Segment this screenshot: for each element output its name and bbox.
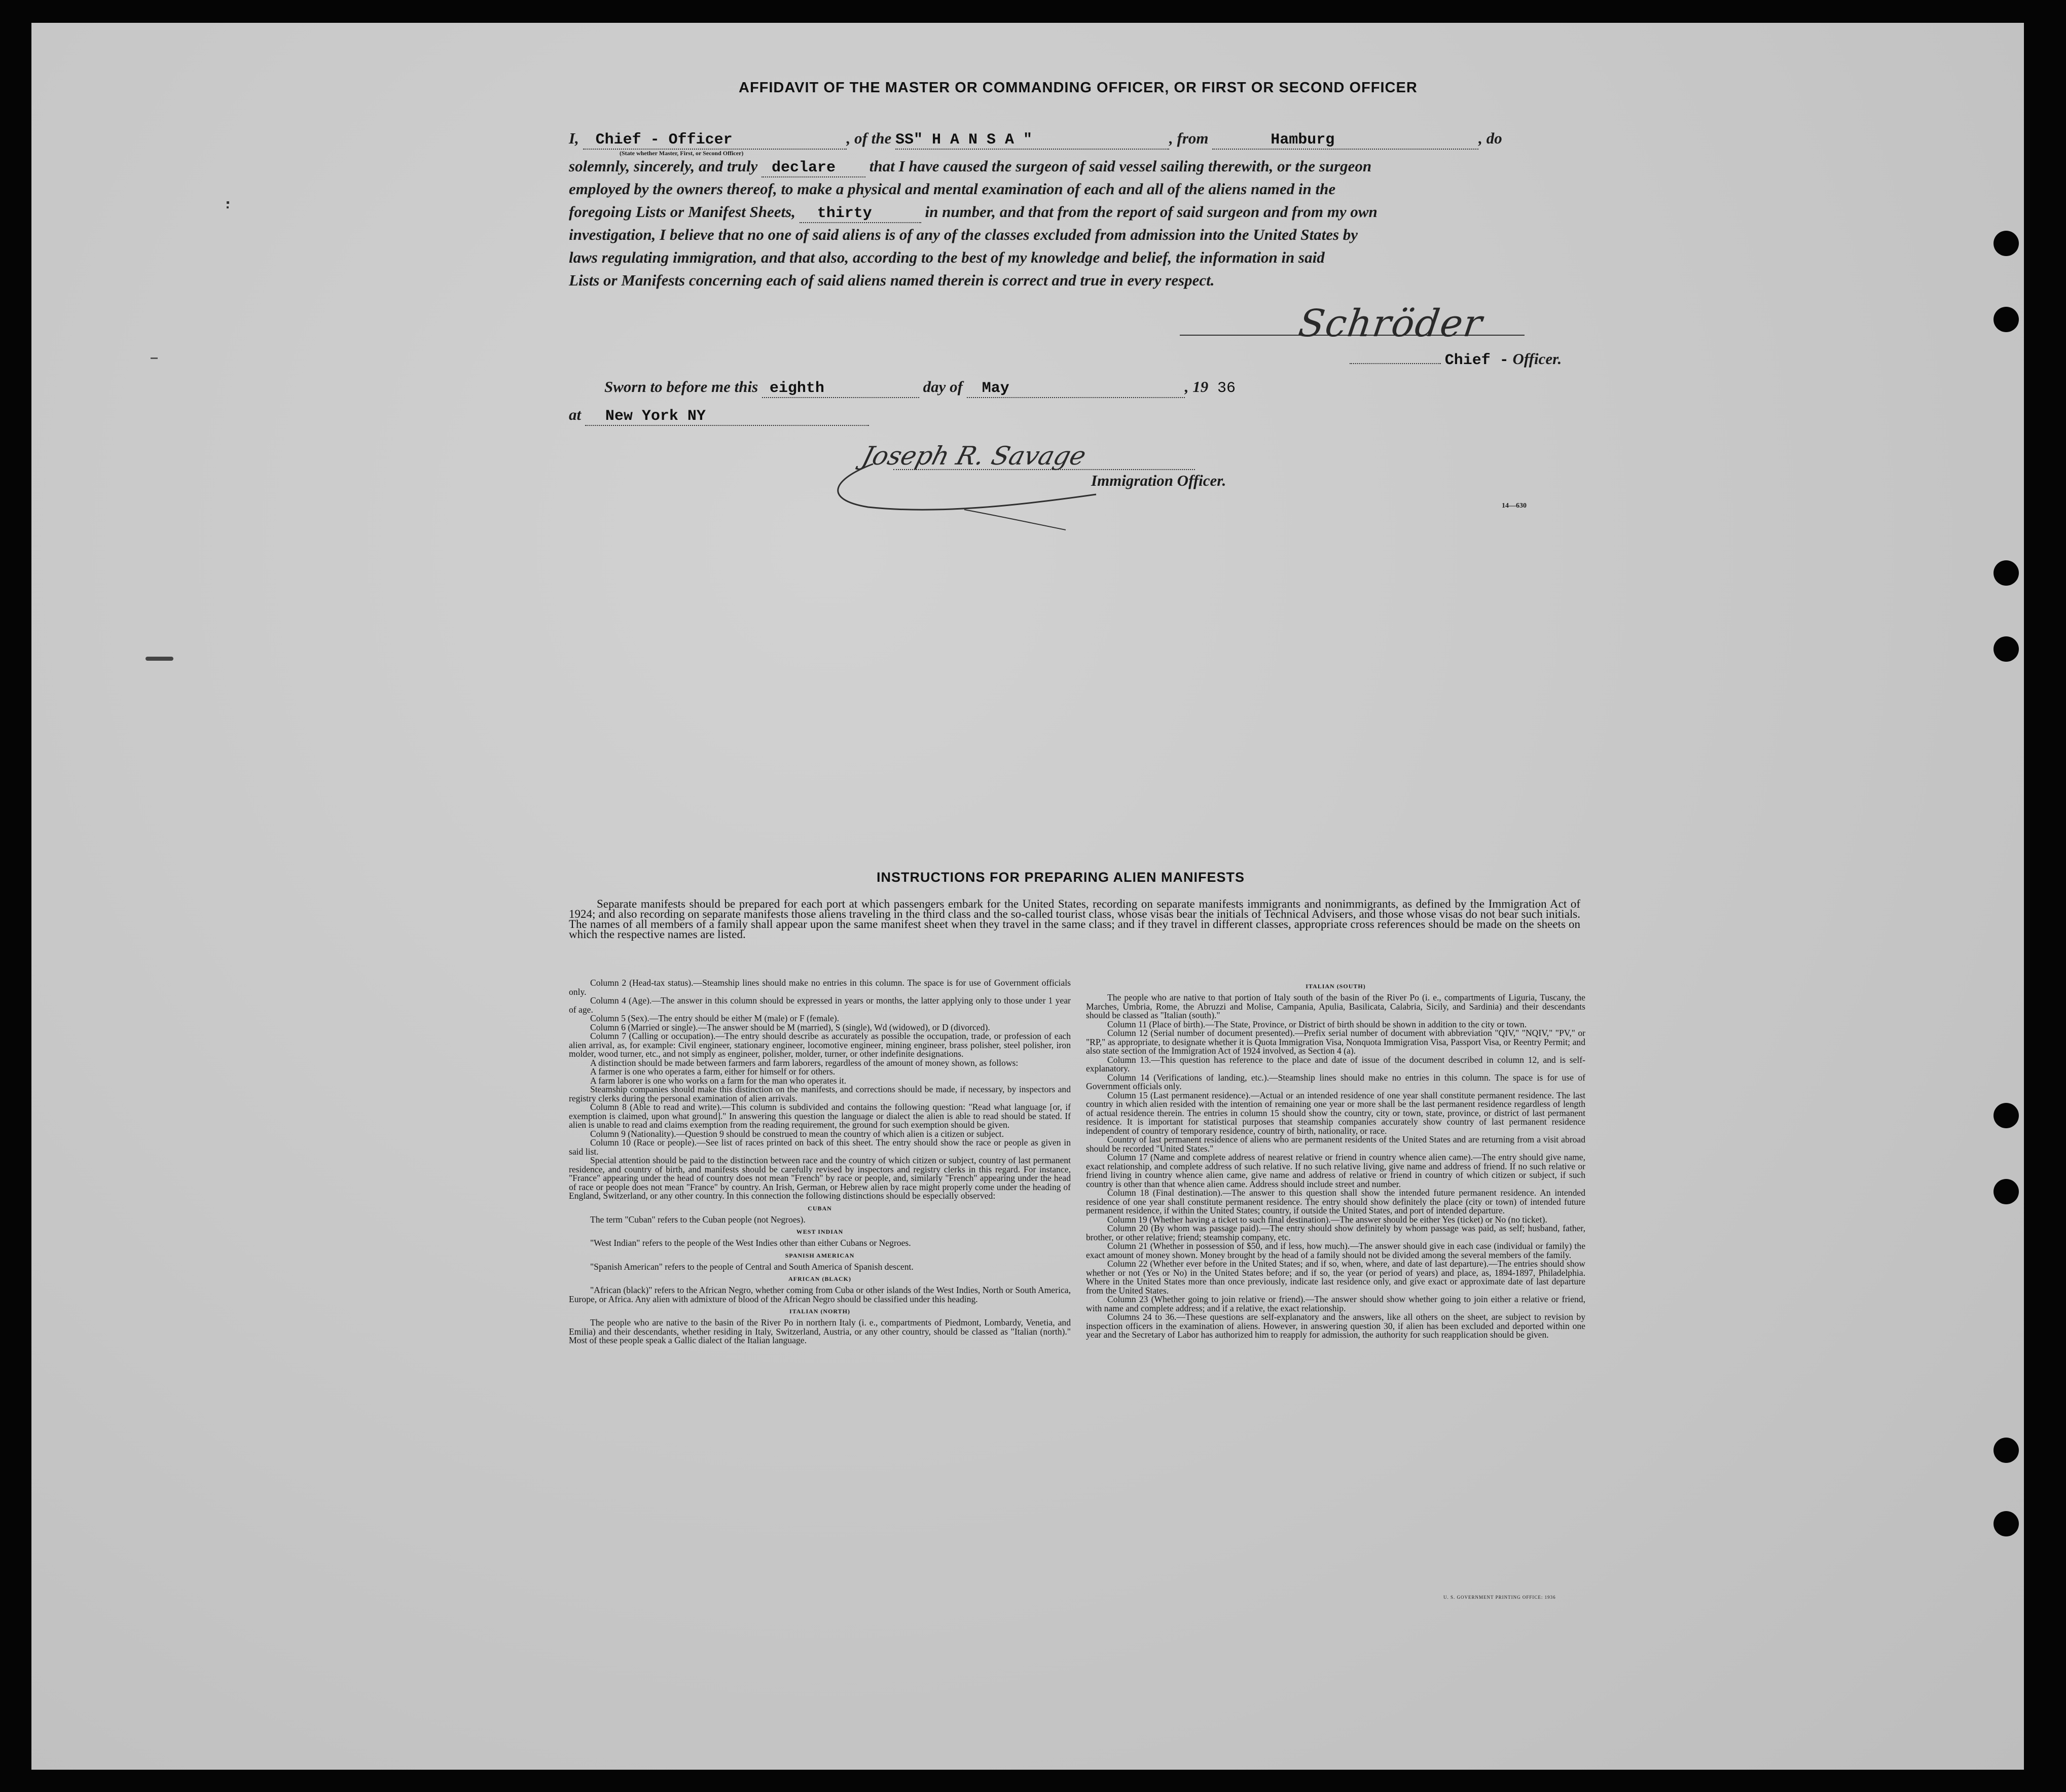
binder-hole [1993, 636, 2019, 662]
officer-rank-field [583, 129, 847, 150]
instruction-paragraph: The people who are native to that portion of Italy south of the basin of the River Po (i. e., compartments of Liguria, Tuscany, the Marches, Umbria, Rome, the Abruzzi and Molise, Campania, Apulia, Basilicata, Calabria, Sicily, and Sardinia) and their descendants should be classed as "Italian (south)." [1086, 992, 1585, 1020]
instruction-paragraph: Country of last permanent residence of aliens who are permanent residents of the United States and are returning from a visit abroad should be recorded "United States." [1086, 1134, 1585, 1154]
instructions-right-column [1086, 979, 1585, 1340]
instruction-paragraph: Column 22 (Whether ever before in the United States; and if so, when, where, and date of last departure).—The entries should show whether or not (Yes or No) in the United States before; and if so, the year (or period of years) and place, as, 1894-1897, Philadelphia. Where in the United States more than once previously, indicate last residence only, and give exact or approximate date of last departure from the United States. [1086, 1259, 1585, 1296]
document-page [31, 23, 2024, 1770]
scan-speck [227, 201, 229, 204]
line2-post: that I have caused the surgeon of said vessel sailing therewith, or the surgeon [869, 157, 1372, 175]
instruction-paragraph: Column 11 (Place of birth).—The State, Province, or District of birth should be shown in addition to the city or town. [1107, 1019, 1527, 1029]
declare-field [762, 157, 865, 177]
officer-rank: Chief - Officer [595, 131, 733, 149]
instructions-intro-block [569, 899, 1580, 940]
binder-hole [1993, 1438, 2019, 1463]
sheet-count-field [800, 203, 921, 223]
instructions-left-column [569, 979, 1071, 1345]
at-line [569, 406, 869, 426]
instruction-paragraph: Steamship companies should make this distinction on the manifests, and corrections should be made, if necessary, by inspectors and registry clerks during the personal examination of alien arrivals. [569, 1084, 1071, 1103]
printer-note: U. S. GOVERNMENT PRINTING OFFICE: 1936 [1443, 1595, 1556, 1600]
section-heading: WEST INDIAN [796, 1228, 844, 1235]
affidavit-title: AFFIDAVIT OF THE MASTER OR COMMANDING OFFICER, OR FIRST OR SECOND OFFICER [739, 80, 1418, 96]
binder-hole [1993, 1511, 2019, 1536]
departure-port: Hamburg [1271, 131, 1335, 149]
instruction-paragraph: Column 14 (Verifications of landing, etc.).—Steamship lines should make no entries in this column. The space is for use of Government officials only. [1086, 1072, 1585, 1091]
sworn-day-field [762, 378, 919, 398]
instruction-paragraph: "West Indian" refers to the people of the West Indies other than either Cubans or Negroes. [590, 1238, 911, 1248]
instruction-paragraph: Column 15 (Last permanent residence).—Actual or an intended residence of one year shall constitute permanent residence. The last country in which alien resided with the intention of remaining one year or more shall be the last permanent residence regardless of length of actual residence therein. The entries in column 15 should show the country, city or town, state, province, or district of last permanent residence. It is important for statistical purposes that steamship companies accurately show country of last permanent residence independent of country of temporary residence, country of birth, nationality, or race. [1086, 1090, 1585, 1136]
binder-hole [1993, 1179, 2019, 1204]
instruction-paragraph: Column 4 (Age).—The answer in this column should be expressed in years or months, the latter applying only to those under 1 year of age. [569, 995, 1071, 1015]
instructions-title: INSTRUCTIONS FOR PREPARING ALIEN MANIFESTS [876, 870, 1245, 885]
sworn-month-field [967, 378, 1185, 398]
immigration-officer-title: Immigration Officer. [1091, 472, 1226, 489]
section-heading: ITALIAN (SOUTH) [1306, 983, 1366, 990]
instruction-paragraph: Column 8 (Able to read and write).—This column is subdivided and contains the following question: "Read what language [or, if exemption is claimed, upon what ground]." In answering this question the language or dialect the alien is able to read should be stated. If alien is unable to read and claims exemption from the reading requirement, the ground for such exemption should be given. [569, 1102, 1071, 1130]
signature-title [1350, 350, 1562, 369]
binder-hole [1993, 1103, 2019, 1128]
vessel-name: SS" H A N S A " [895, 131, 1033, 149]
instruction-paragraph: Column 9 (Nationality).—Question 9 should be construed to mean the country of which alien is a citizen or subject. [590, 1128, 1004, 1139]
at-pre: at [569, 406, 582, 423]
declare-word: declare [772, 159, 836, 176]
place: New York NY [605, 408, 706, 425]
instruction-paragraph: Column 5 (Sex).—The entry should be either M (male) or F (female). [590, 1013, 840, 1023]
instructions-intro: Separate manifests should be prepared for each port at which passengers embark for the United States, recording on separate manifests immigrants and nonimmigrants, as defined by the Immigration Act of 1924; and also recording on separate manifests those aliens traveling in the third class and the so-called tourist class, whose visas bear the initials of Technical Advisers, and those whose visas do not bear such initials. The names of all members of a family shall appear upon the same manifest sheet when they travel in the same class; and if they travel in different classes, appropriate cross references should be made on the sheets on which the respective names are listed. [569, 898, 1580, 941]
instruction-paragraph: "Spanish American" refers to the people of Central and South America of Spanish descent. [590, 1261, 914, 1272]
immigration-signature-line [893, 469, 1195, 470]
sworn-year: 36 [1217, 380, 1236, 397]
section-heading: AFRICAN (BLACK) [788, 1275, 851, 1282]
sworn-day: eighth [769, 380, 824, 397]
instruction-paragraph: Column 7 (Calling or occupation).—The entry should describe as accurately as possible the occupation, trade, or profession of each alien arrival, as, for example: Civil engineer, stationary engineer, locomotive engineer, mining engineer, brass polisher, steel polisher, iron molder, wood turner, etc., and not simply as engineer, polisher, molder, turner, or other indefinite designations. [569, 1031, 1071, 1059]
instruction-paragraph: Columns 24 to 36.—These questions are self-explanatory and the answers, like all others on the sheet, are subject to revision by inspection officers in the examination of aliens. However, in answering question 30, if alien has been excluded and deported within one year and the Secretary of Labor has authorized him to reapply for admission, the authority for such reapplication should be given. [1086, 1312, 1585, 1340]
sworn-month: May [982, 380, 1009, 397]
scan-speck [146, 657, 173, 661]
immigration-officer-signature: Joseph R. Savage [859, 441, 1090, 471]
signature-title-field [1350, 363, 1441, 364]
affidavit-line-5: investigation, I believe that no one of said aliens is of any of the classes excluded from admission into the United States by [569, 226, 1358, 243]
binder-hole [1993, 560, 2019, 586]
section-heading: SPANISH AMERICAN [785, 1251, 855, 1259]
port-field [1212, 129, 1478, 150]
line4-pre: foregoing Lists or Manifest Sheets, [569, 203, 795, 221]
instruction-paragraph: Column 18 (Final destination).—The answer to this question shall show the intended future permanent residence. An intended residence of one year shall constitute permanent residence. The entry should show definitely the place (city or town) of intended future permanent residence, if within the United States; country, if outside the United States, and port of intended departure. [1086, 1188, 1585, 1215]
affidavit-line-4 [569, 203, 1378, 223]
line4-post: in number, and that from the report of said surgeon and from my own [925, 203, 1378, 221]
vessel-field [895, 129, 1169, 150]
affidavit-line-7: Lists or Manifests concerning each of said aliens named therein is correct and true in every respect. [569, 271, 1215, 289]
instruction-paragraph: Special attention should be paid to the distinction between race and the country of which citizen or subject, country of last permanent residence, and country of birth, and manifests should be carefully revised by inspectors and registry clerks in this regard. For instance, "France" appearing under the head of country does not mean "French" by race or people, and, similarly "French" appearing under the head of race or people does not mean "France" by country. An Irish, German, or Hebrew alien by race might properly come under the heading of England, Switzerland, or any other country. In this connection the following distinctions should be especially observed: [569, 1155, 1071, 1201]
signature-title-typed: Chief - [1444, 352, 1509, 369]
instruction-paragraph: Column 2 (Head-tax status).—Steamship lines should make no entries in this column. The space is for use of Government officials only. [569, 978, 1071, 997]
signature-title-printed: Officer. [1512, 350, 1562, 368]
instruction-paragraph: The people who are native to the basin of the River Po in northern Italy (i. e., compartments of Piedmont, Lombardy, Venetia, and Emilia) and their descendants, whether residing in Italy, Switzerland, Austria, or any other country, should be classed as "Italian (north)." Most of these people speak a Gallic dialect of the Italian language. [569, 1317, 1071, 1345]
binder-hole [1993, 307, 2019, 332]
affidavit-line-6: laws regulating immigration, and that also, according to the best of my knowledge and belief, the information in said [569, 248, 1325, 266]
section-heading: CUBAN [808, 1204, 832, 1212]
instruction-paragraph: Column 19 (Whether having a ticket to such final destination).—The answer should be either Yes (ticket) or No (no ticket). [1107, 1214, 1547, 1225]
instruction-paragraph: Column 23 (Whether going to join relative or friend).—The answer should show whether going to join either a relative or friend, with name and complete address; and if a relative, the exact relationship. [1086, 1294, 1585, 1313]
line1-from: , from [1169, 129, 1209, 147]
scan-speck [227, 206, 229, 208]
instruction-paragraph: Column 13.—This question has reference to the place and date of issue of the document described in column 12, and is self-explanatory. [1086, 1054, 1585, 1073]
instruction-paragraph: Column 21 (Whether in possession of $50, and if less, how much).—The answer should give in each case (individual or family) the exact amount of money shown. Money brought by the head of a family should not be divided among the several members of the family. [1086, 1241, 1585, 1260]
instruction-paragraph: "African (black)" refers to the African Negro, whether coming from Cuba or other islands of the West Indies, North or South America, Europe, or Africa. Any alien with admixture of blood of the African Negro should be classified under this heading. [569, 1285, 1071, 1304]
affidavit-line-1 [569, 129, 1502, 150]
line1-do: , do [1478, 129, 1502, 147]
line2-pre: solemnly, sincerely, and truly [569, 157, 758, 175]
affidavit-line-3: employed by the owners thereof, to make a physical and mental examination of each and all of the aliens named in the [569, 180, 1336, 198]
officer-note: (State whether Master, First, or Second Officer) [620, 150, 744, 157]
sworn-line [604, 378, 1236, 398]
binder-hole [1993, 231, 2019, 256]
instruction-paragraph: A distinction should be made between farmers and farm laborers, regardless of the amount of money shown, as follows: [590, 1057, 1019, 1068]
instruction-paragraph: A farm laborer is one who works on a farm for the man who operates it. [590, 1075, 847, 1086]
sworn-year-prefix: , 19 [1184, 378, 1209, 396]
instruction-paragraph: Column 6 (Married or single).—The answer should be M (married), S (single), Wd (widowed), or D (divorced). [590, 1022, 990, 1032]
form-number: 14—630 [1502, 502, 1527, 510]
instruction-paragraph: Column 17 (Name and complete address of nearest relative or friend in country whence alien came).—The entry should give name, exact relationship, and complete address of such relative. If no such relative living, give name and address of friend. If no such relative or friend living in country whence alien came, give name and address of relative or friend in country of which citizen or subject, if such country is other than that whence alien came. Address should include street and number. [1086, 1152, 1585, 1189]
instruction-paragraph: Column 20 (By whom was passage paid).—The entry should show definitely by whom passage was paid, as self; husband, father, brother, or other relative; friend; steamship company, etc. [1086, 1223, 1585, 1242]
line1-of-the: , of the [846, 129, 892, 147]
affidavit-line-2 [569, 157, 1371, 177]
place-field [585, 406, 869, 426]
sworn-day-of: day of [923, 378, 963, 396]
signature-flourish [812, 459, 1116, 535]
line1-pre: I, [569, 129, 579, 147]
instruction-paragraph: Column 12 (Serial number of document presented).—Prefix serial number of document with abbreviation "QIV," "NQIV," "PV," or "RP," as appropriate, to designate whether it is Quota Immigration Visa, Nonquota Immigration Visa, Passport Visa, or Reentry Permit; and also state section of the Immigration Act of 1924 involved, as Section 4 (a). [1086, 1028, 1585, 1056]
scan-speck [151, 357, 158, 359]
instruction-paragraph: The term "Cuban" refers to the Cuban people (not Negroes). [590, 1214, 806, 1225]
officer-signature: Schröder [1295, 302, 1486, 345]
sheet-count: thirty [817, 205, 872, 222]
sworn-pre: Sworn to before me this [604, 378, 758, 396]
instruction-paragraph: Column 10 (Race or people).—See list of races printed on back of this sheet. The entry should show the race or people as given in said list. [569, 1137, 1071, 1157]
section-heading: ITALIAN (NORTH) [789, 1308, 851, 1315]
instruction-paragraph: A farmer is one who operates a farm, either for himself or for others. [590, 1066, 836, 1077]
